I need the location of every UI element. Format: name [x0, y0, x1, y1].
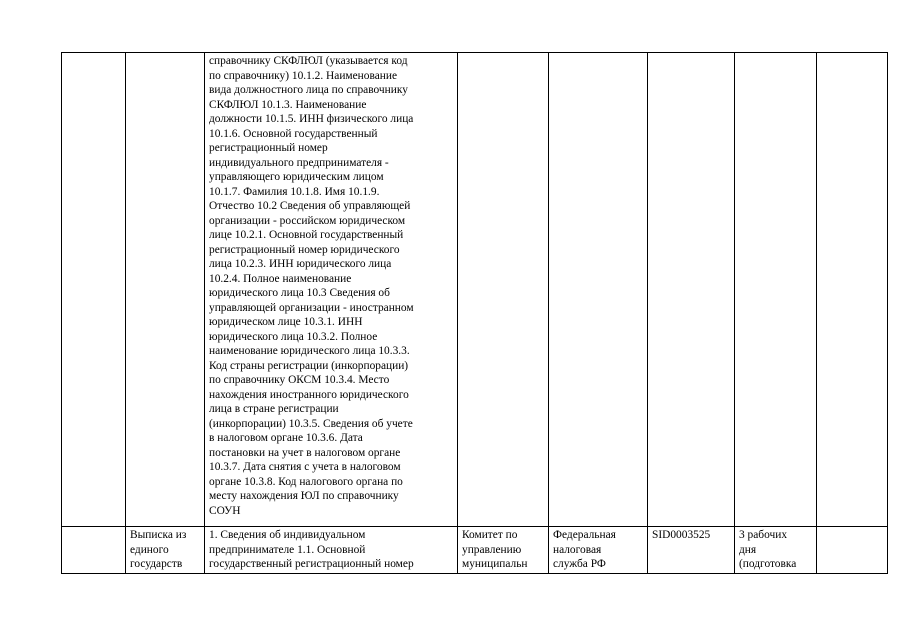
table-cell-term [735, 53, 817, 527]
table-cell-provider [549, 527, 648, 574]
table-cell-requirements [205, 527, 458, 574]
table-cell-number [62, 53, 126, 527]
table-cell-sid [648, 53, 735, 527]
provider-text: Федеральная налоговая служба РФ [553, 529, 616, 570]
table-row [62, 527, 888, 574]
table-cell-sid [648, 527, 735, 574]
table-cell-requirements [205, 53, 458, 527]
table-cell-extra [817, 53, 888, 527]
table-cell-number [62, 527, 126, 574]
table-cell-document-name [126, 527, 205, 574]
requirements-text: справочнику СКФЛЮЛ (указывается код по справочнику) 10.1.2. Наименование вида должностного лица по справочнику СКФЛЮЛ 10.1.3. Наименование должности 10.1.5. ИНН физического лица 10.1.6. Основной государственный регистрационный номер индивидуального предпринимателя - управляющего юридическим лицом 10.1.7. Фамилия 10.1.8. Имя 10.1.9. Отчество 10.2 Сведения об управляющей организации - российском юридическом лице 10.2.1. Основной государственный регистрационный номер юридического лица 10.2.3. ИНН юридического лица 10.2.4. Полное наименование юридического лица 10.3 Сведения об управляющей организации - иностранном юридическом лице 10.3.1. ИНН юридического лица 10.3.2. Полное наименование юридического лица 10.3.3. Код страны регистрации (инкорпорации) по справочнику ОКСМ 10.3.4. Место нахождения иностранного юридического лица в стране регистрации (инкорпорации) 10.3.5. Сведения об учете в налоговом органе 10.3.6. Дата постановки на учет в налоговом органе 10.3.7. Дата снятия с учета в налоговом органе 10.3.8. Код налогового органа по месту нахождения ЮЛ по справочнику СОУН [209, 55, 414, 517]
term-text: 3 рабочих дня (подготовка [739, 529, 797, 570]
table-cell-provider [549, 53, 648, 527]
table-cell-requester [458, 53, 549, 527]
table-cell-requester [458, 527, 549, 574]
table-cell-term [735, 527, 817, 574]
document-table [61, 52, 888, 574]
requirements-text: 1. Сведения об индивидуальном предпринимателе 1.1. Основной государственный регистрационный номер [209, 529, 414, 570]
requester-text: Комитет по управлению муниципальн [462, 529, 528, 570]
table-cell-document-name [126, 53, 205, 527]
sid-text: SID0003525 [652, 529, 711, 541]
table-row [62, 53, 888, 527]
document-name-text: Выписка из единого государств [130, 529, 187, 570]
table-cell-extra [817, 527, 888, 574]
